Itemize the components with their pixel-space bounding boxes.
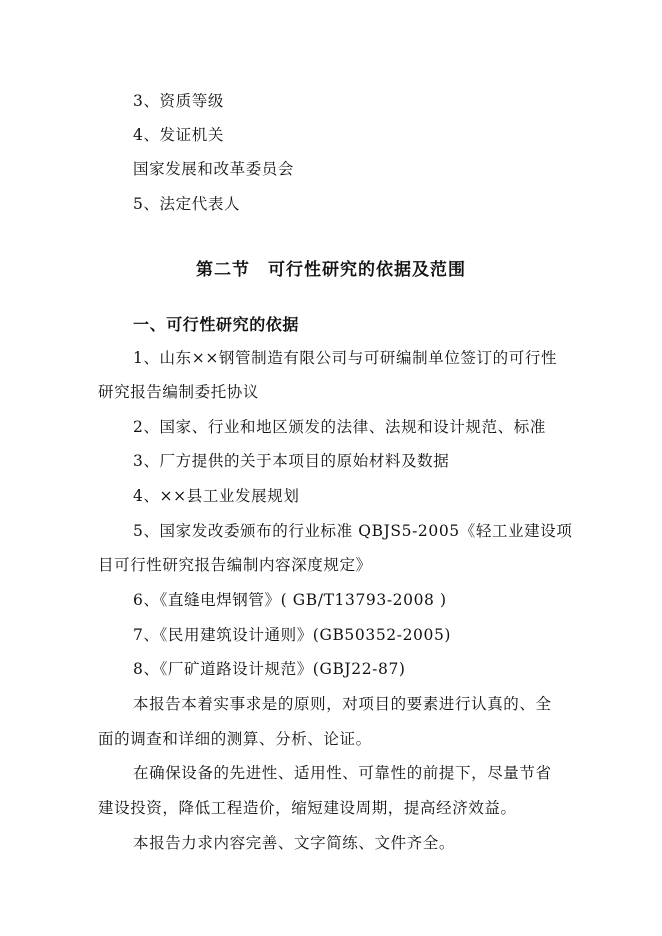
basis-item-5-line-1: 5、国家发改委颁布的行业标准 QBJS5-2005《轻工业建设项 bbox=[133, 522, 573, 540]
basis-item-1-line-2: 研究报告编制委托协议 bbox=[98, 383, 260, 401]
basis-item-5-line-2: 目可行性研究报告编制内容深度规定》 bbox=[98, 556, 372, 574]
paragraph-2-line-1: 在确保设备的先进性、适用性、可靠性的前提下，尽量节省 bbox=[133, 764, 552, 782]
basis-item-8: 8、《厂矿道路设计规范》(GBJ22-87) bbox=[133, 660, 406, 678]
paragraph-2-line-2: 建设投资，降低工程造价，缩短建设周期，提高经济效益。 bbox=[98, 799, 517, 817]
text-line-issuing-authority: 4、发证机关 bbox=[133, 126, 224, 144]
basis-item-2: 2、国家、行业和地区颁发的法律、法规和设计规范、标准 bbox=[133, 418, 546, 436]
basis-item-6: 6、《直缝电焊钢管》( GB/T13793-2008 ) bbox=[133, 591, 447, 609]
basis-item-3: 3、厂方提供的关于本项目的原始材料及数据 bbox=[133, 452, 450, 470]
basis-item-7: 7、《民用建筑设计通则》(GB50352-2005) bbox=[133, 626, 452, 644]
text-line-authority-name: 国家发展和改革委员会 bbox=[133, 160, 295, 178]
subheading-basis: 一、可行性研究的依据 bbox=[133, 315, 300, 334]
basis-item-1-line-1: 1、山东××钢管制造有限公司与可研编制单位签订的可行性 bbox=[133, 349, 558, 367]
section-title: 第二节 可行性研究的依据及范围 bbox=[196, 260, 466, 280]
paragraph-1-line-1: 本报告本着实事求是的原则，对项目的要素进行认真的、全 bbox=[133, 695, 552, 713]
paragraph-3: 本报告力求内容完善、文字简练、文件齐全。 bbox=[133, 834, 456, 852]
text-line-qualification-grade: 3、资质等级 bbox=[133, 92, 224, 110]
paragraph-1-line-2: 面的调查和详细的测算、分析、论证。 bbox=[98, 730, 372, 748]
basis-item-4: 4、××县工业发展规划 bbox=[133, 487, 300, 505]
text-line-legal-representative: 5、法定代表人 bbox=[133, 195, 241, 213]
